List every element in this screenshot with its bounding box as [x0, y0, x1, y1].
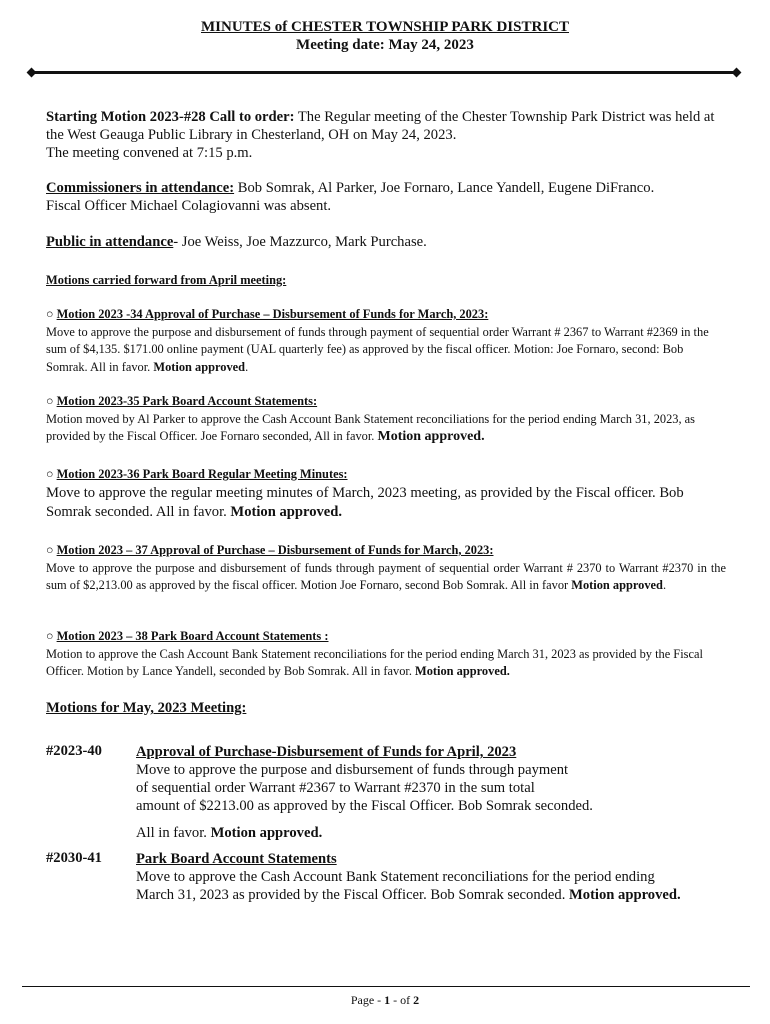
motion-2023-37	[46, 542, 726, 595]
motion-line: March 31, 2023 as provided by the Fiscal Officer. Bob Somrak seconded.	[136, 887, 569, 903]
motion-title: Motion 2023-36 Park Board Regular Meeting Minutes:	[56, 467, 348, 481]
public-names: - Joe Weiss, Joe Mazzurco, Mark Purchase.	[173, 234, 427, 250]
bullet-icon: ○	[46, 629, 57, 643]
may-motions-heading: Motions for May, 2023 Meeting:	[46, 700, 247, 716]
motion-result: Motion approved	[571, 578, 663, 592]
motion-2030-41	[136, 850, 736, 904]
opening-heading: Starting Motion 2023-#28 Call to order:	[46, 109, 295, 125]
motion-title: Approval of Purchase-Disbursement of Funds for April, 2023	[136, 744, 517, 760]
commissioners-names: Bob Somrak, Al Parker, Joe Fornaro, Lance Yandell, Eugene DiFranco.	[234, 180, 655, 196]
motion-2023-35	[46, 393, 726, 446]
footer-rule	[22, 986, 750, 987]
motion-title: Motion 2023 -34 Approval of Purchase – Disbursement of Funds for March, 2023:	[56, 307, 489, 321]
fiscal-officer-absent: Fiscal Officer Michael Colagiovanni was absent.	[46, 198, 332, 214]
convened-text: The meeting convened at 7:15 p.m.	[46, 145, 253, 161]
motion-text: Move to approve the purpose and disbursement of funds through payment of sequential order Warrant # 2367 to Warrant #2369 in the sum of $4,135. $171.00 online payment (UAL quarterly fee) as approved by the fiscal officer. Motion: Joe Fornaro, second: Bob Somrak. All in favor.	[46, 324, 709, 374]
motion-line: Move to approve the Cash Account Bank Statement reconciliations for the period ending	[136, 869, 655, 885]
motion-line: of sequential order Warrant #2367 to Warrant #2370 in the sum total	[136, 780, 535, 796]
document-header	[0, 18, 770, 54]
header-rule	[34, 71, 736, 74]
motion-tail: .	[662, 578, 667, 592]
motion-result: Motion approved.	[569, 887, 681, 903]
page-number: 1	[384, 993, 391, 1007]
motion-2023-34	[46, 306, 726, 376]
motion-line: Move to approve the purpose and disbursement of funds through payment	[136, 762, 569, 778]
motion-text: Move to approve the purpose and disbursement of funds through payment of sequential order Warrant # 2370 to Warrant #2370 in the sum of $2,213.00 as approved by the fiscal officer. Motion Joe Fornaro, second Bob Somrak. All in favor	[46, 560, 726, 592]
motion-2023-36	[46, 466, 726, 522]
page-mid: - of	[390, 993, 414, 1007]
page-prefix: Page -	[350, 993, 385, 1007]
public-paragraph	[46, 233, 726, 251]
bullet-icon: ○	[46, 307, 57, 321]
motion-result: Motion approved.	[210, 825, 323, 841]
page-total: 2	[413, 993, 420, 1007]
motion-title: Motion 2023 – 38 Park Board Account Statements :	[56, 629, 329, 643]
document-title: MINUTES of CHESTER TOWNSHIP PARK DISTRICT	[201, 19, 569, 35]
meeting-date: Meeting date: May 24, 2023	[296, 37, 474, 53]
motion-tail: .	[245, 359, 249, 374]
page-footer	[0, 993, 770, 1008]
motion-text: Motion moved by Al Parker to approve the Cash Account Bank Statement reconciliations for the period ending March 31, 2023, as provided by the Fiscal Officer. Joe Fornaro seconded, All in favor.	[46, 411, 695, 443]
motion-favor: All in favor.	[136, 825, 211, 841]
opening-paragraph	[46, 108, 726, 162]
motion-title: Motion 2023-35 Park Board Account Statements:	[56, 394, 318, 408]
commissioners-heading: Commissioners in attendance:	[46, 180, 235, 196]
motion-result: Motion approved.	[230, 503, 343, 520]
motion-2023-40	[136, 743, 736, 842]
bullet-icon: ○	[46, 467, 57, 481]
opening-text: The Regular meeting of the Chester Township Park District was held at the West Geauga Public Library in Chesterland, OH on May 24, 2023.	[46, 109, 715, 143]
bullet-icon: ○	[46, 394, 57, 408]
motion-result: Motion approved.	[377, 429, 485, 444]
commissioners-paragraph	[46, 179, 726, 215]
motion-title: Motion 2023 – 37 Approval of Purchase – Disbursement of Funds for March, 2023:	[56, 543, 494, 557]
motion-2023-38	[46, 628, 726, 681]
bullet-icon: ○	[46, 543, 57, 557]
motion-result: Motion approved.	[415, 664, 510, 678]
public-heading: Public in attendance	[46, 234, 174, 250]
rule-right-ornament	[732, 68, 742, 78]
motion-number: #2023-40	[46, 743, 102, 759]
motion-number: #2030-41	[46, 850, 102, 866]
motion-title: Park Board Account Statements	[136, 851, 337, 867]
motion-text: Move to approve the regular meeting minutes of March, 2023 meeting, as provided by the Fiscal officer. Bob Somrak seconded. All in favor.	[46, 484, 684, 520]
motion-text: Motion to approve the Cash Account Bank Statement reconciliations for the period ending March 31, 2023 as provided by the Fiscal Officer. Motion by Lance Yandell, seconded by Bob Somrak. All in favor.	[46, 646, 703, 678]
motion-result: Motion approved	[153, 359, 246, 374]
carried-forward-heading: Motions carried forward from April meeting:	[46, 273, 287, 287]
motion-line: amount of $2213.00 as approved by the Fiscal Officer. Bob Somrak seconded.	[136, 798, 593, 814]
